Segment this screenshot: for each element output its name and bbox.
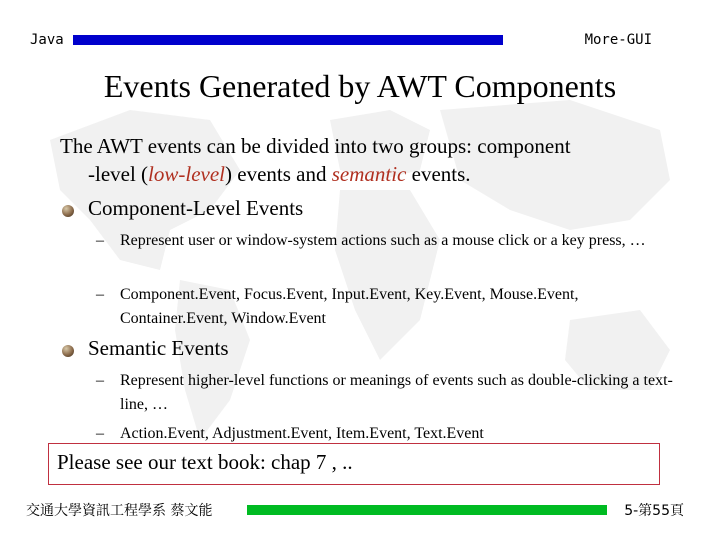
dash-icon: –: [96, 372, 104, 389]
header-topic-label: More-GUI: [584, 32, 652, 48]
dash-icon: –: [96, 232, 104, 249]
note-box: Please see our text book: chap 7 , ..: [48, 443, 660, 485]
intro-line-2: [60, 160, 680, 188]
section-heading-component-level: Component-Level Events: [88, 196, 304, 220]
bullet-icon: [62, 205, 74, 217]
dash-icon: –: [96, 286, 104, 303]
list-item-text: Action.Event, Adjustment.Event, Item.Event, Text.Event: [120, 425, 484, 442]
intro-text-a: -level (: [88, 162, 149, 186]
intro-line-1: The AWT events can be divided into two groups: component: [60, 134, 571, 158]
header-bar: [73, 35, 503, 45]
footer-department-label: 交通大學資訊工程學系 蔡文能: [26, 503, 213, 519]
list-item: [96, 369, 676, 417]
header-course-label: Java: [30, 32, 64, 48]
dash-icon: –: [96, 425, 104, 442]
slide-title: Events Generated by AWT Components: [103, 68, 617, 104]
intro-text-b: ) events and: [225, 162, 332, 186]
list-item-text: Component.Event, Focus.Event, Input.Event, Key.Event, Mouse.Event, Container.Event, Window.Event: [120, 286, 579, 327]
page-number: 5-第55頁: [624, 503, 684, 519]
list-item: [96, 283, 676, 331]
intro-paragraph: [60, 132, 680, 188]
low-level-emphasis: low-level: [148, 162, 226, 186]
bullet-icon: [62, 345, 74, 357]
list-item-text: Represent user or window-system actions such as a mouse click or a key press, …: [120, 232, 646, 249]
footer-bar: [247, 505, 607, 515]
semantic-emphasis: semantic: [331, 162, 407, 186]
list-item-text: Represent higher-level functions or meanings of events such as double-clicking a text-line, …: [120, 372, 673, 413]
list-item: [96, 229, 676, 253]
section-heading-semantic: Semantic Events: [88, 336, 229, 360]
intro-text-c: events.: [406, 162, 471, 186]
